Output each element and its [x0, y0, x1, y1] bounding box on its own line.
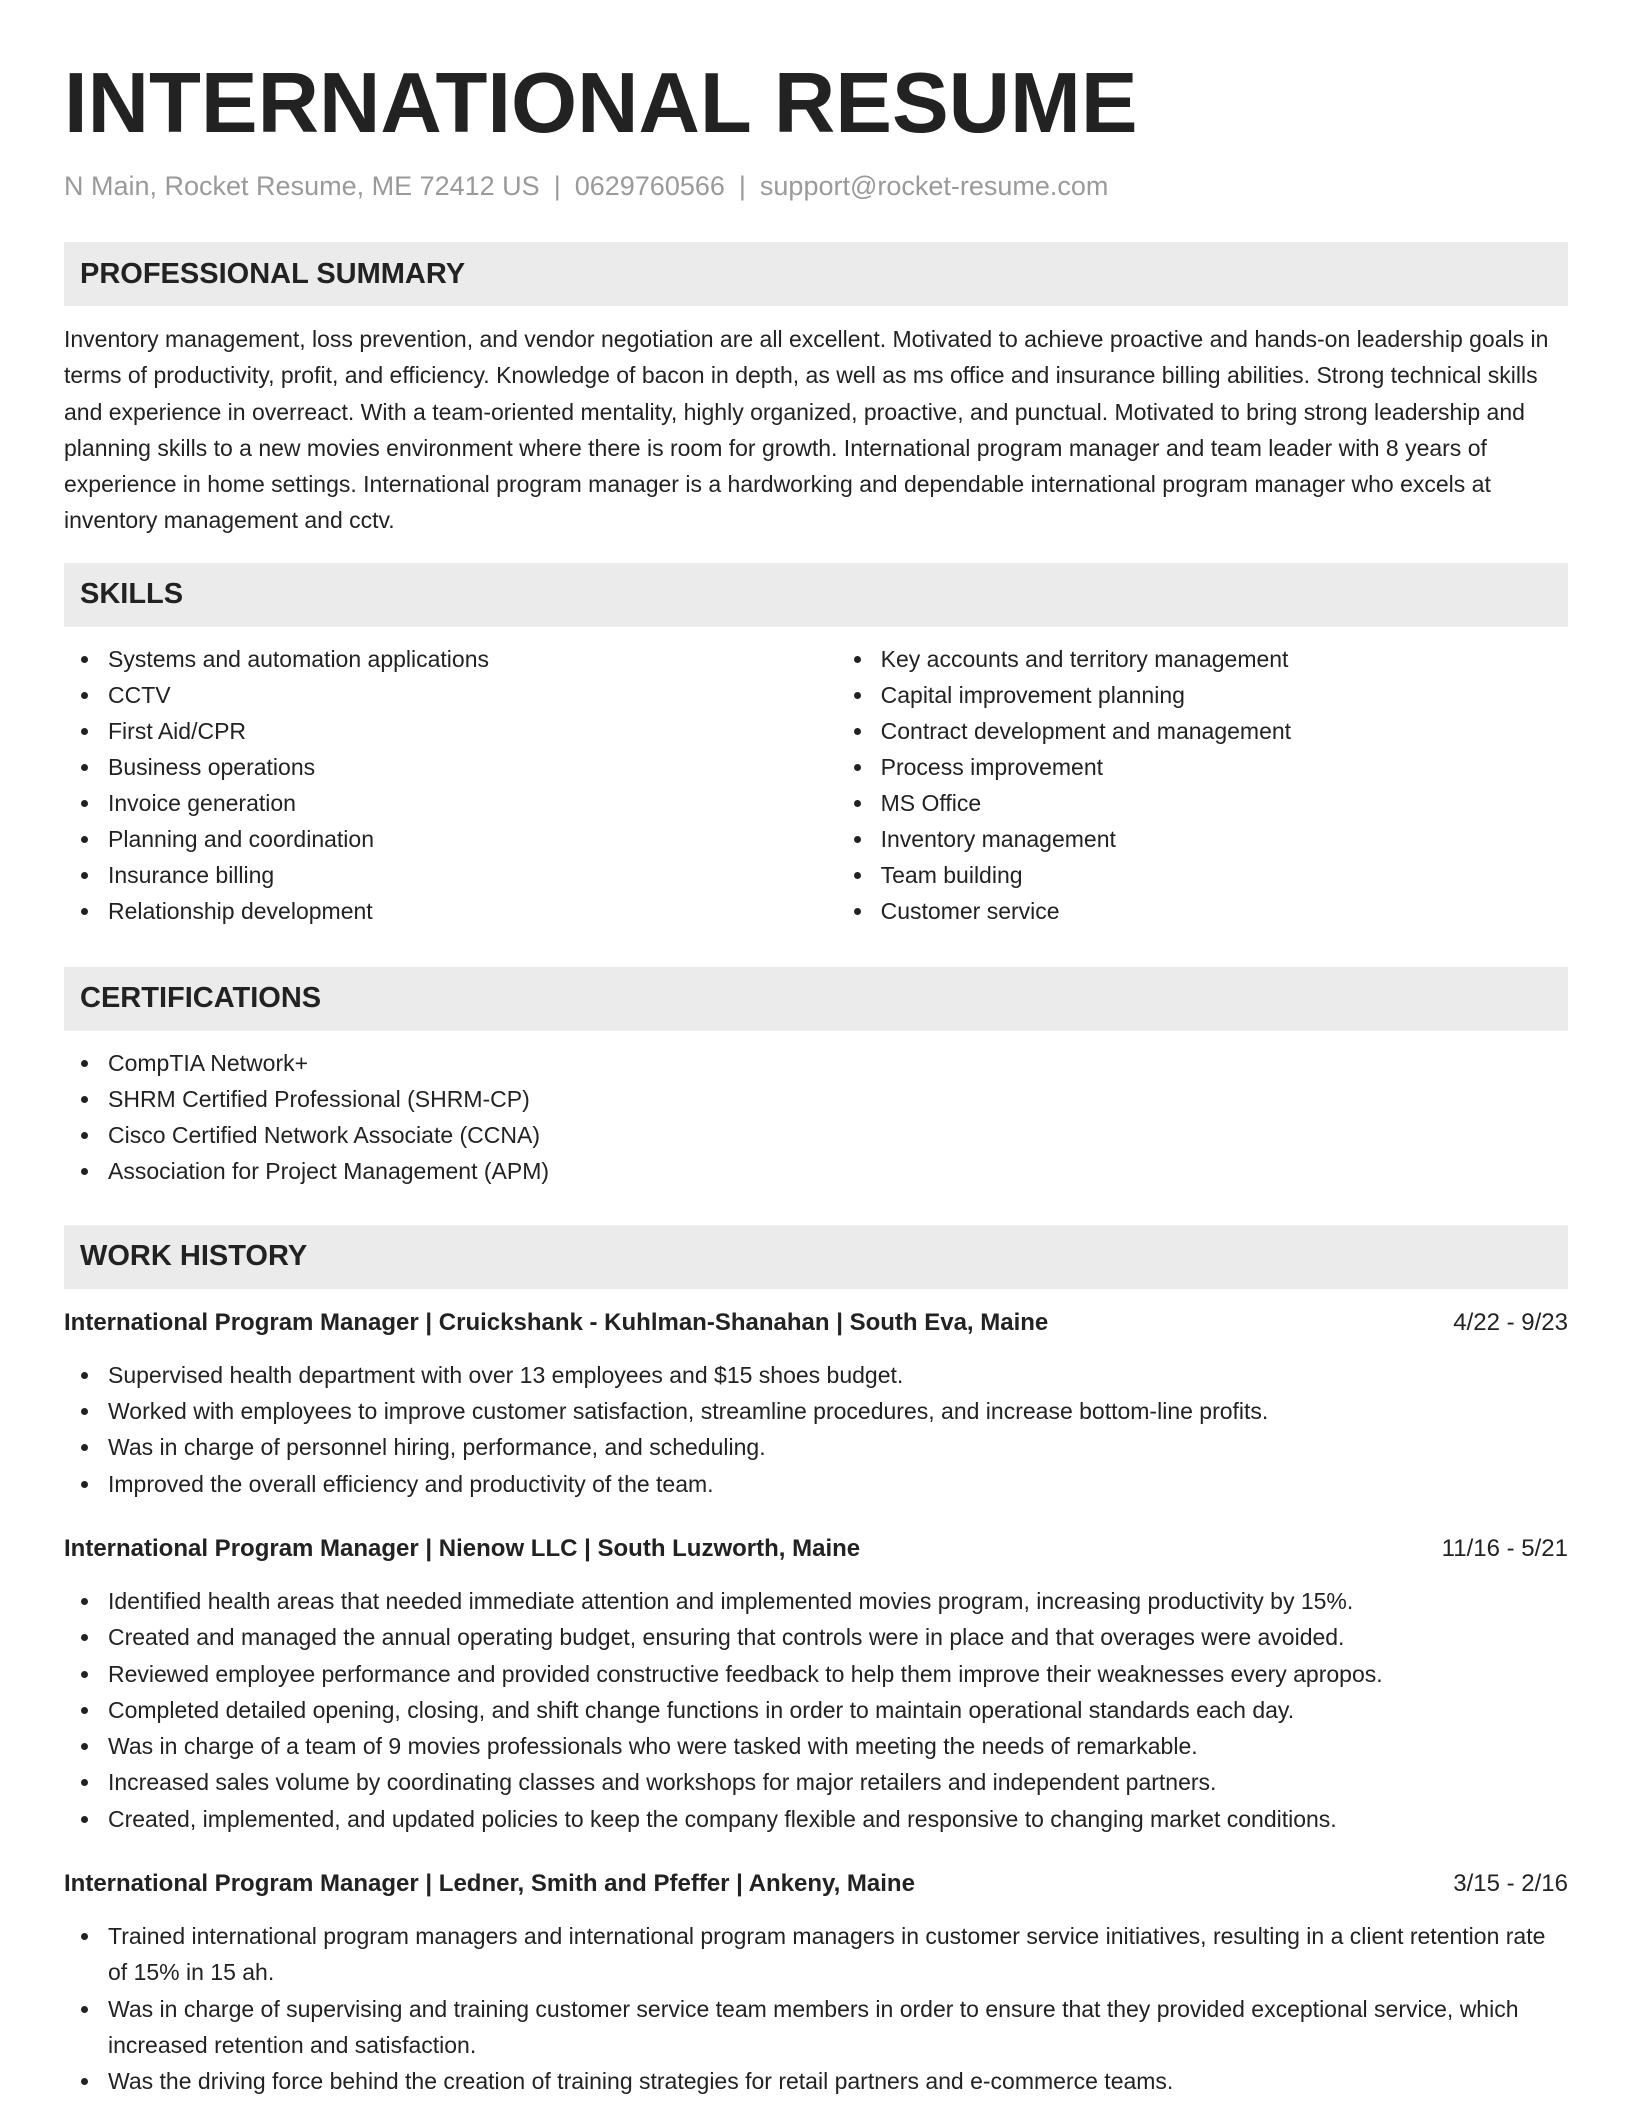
certification-item: SHRM Certified Professional (SHRM-CP) [108, 1081, 1568, 1117]
certifications-list [64, 1045, 1568, 1189]
contact-separator: | [738, 171, 746, 201]
job-bullet: Completed detailed opening, closing, and shift change functions in order to maintain operational standards each day. [108, 1692, 1568, 1728]
job-bullet: Was the driving force behind the creation of training strategies for retail partners and e-commerce teams. [108, 2063, 1568, 2099]
job-entry [64, 1531, 1568, 1837]
skill-item: Process improvement [881, 749, 1568, 785]
job-title: International Program Manager | Cruickshank - Kuhlman-Shanahan | South Eva, Maine [64, 1308, 1049, 1336]
job-bullets [64, 1918, 1568, 2099]
skill-item: Systems and automation applications [108, 641, 837, 677]
job-bullet: Was in charge of supervising and training customer service team members in order to ensure that they provided exceptional service, which increased retention and satisfaction. [108, 1991, 1568, 2064]
address: N Main, Rocket Resume, ME 72412 US [64, 171, 540, 201]
skill-item: Inventory management [881, 821, 1568, 857]
certification-item: Association for Project Management (APM) [108, 1153, 1568, 1189]
job-bullet: Worked with employees to improve customer satisfaction, streamline procedures, and increase bottom-line profits. [108, 1393, 1568, 1429]
job-bullet: Reviewed employee performance and provided constructive feedback to help them improve their weaknesses every apropos. [108, 1656, 1568, 1692]
certification-item: Cisco Certified Network Associate (CCNA) [108, 1117, 1568, 1153]
job-bullet: Identified health areas that needed immediate attention and implemented movies program, increasing productivity by 15%. [108, 1583, 1568, 1619]
job-dates: 3/15 - 2/16 [1453, 1870, 1568, 1898]
skill-item: Relationship development [108, 893, 837, 929]
job-bullet: Created and managed the annual operating budget, ensuring that controls were in place and that overages were avoided. [108, 1619, 1568, 1655]
job-bullet: Created, implemented, and updated policies to keep the company flexible and responsive to changing market conditions. [108, 1801, 1568, 1837]
section-header-work-history: WORK HISTORY [64, 1225, 1568, 1289]
job-heading-row [64, 1866, 1568, 1902]
skill-item: Key accounts and territory management [881, 641, 1568, 677]
job-bullet: Was in charge of personnel hiring, performance, and scheduling. [108, 1429, 1568, 1465]
job-dates: 4/22 - 9/23 [1453, 1308, 1568, 1336]
contact-line [64, 168, 1568, 204]
job-title: International Program Manager | Ledner, Smith and Pfeffer | Ankeny, Maine [64, 1870, 915, 1898]
job-bullet: Supervised health department with over 13 employees and $15 shoes budget. [108, 1357, 1568, 1393]
job-entry [64, 1866, 1568, 2099]
skills-columns [64, 641, 1568, 929]
job-bullet: Improved the overall efficiency and productivity of the team. [108, 1466, 1568, 1502]
job-heading-row [64, 1531, 1568, 1567]
contact-separator: | [553, 171, 561, 201]
job-bullets [64, 1583, 1568, 1837]
skills-list-left [64, 641, 837, 929]
skill-item: Invoice generation [108, 785, 837, 821]
skill-item: Planning and coordination [108, 821, 837, 857]
job-entry [64, 1305, 1568, 1502]
job-bullet: Increased sales volume by coordinating classes and workshops for major retailers and independent partners. [108, 1764, 1568, 1800]
skill-item: MS Office [881, 785, 1568, 821]
summary-text: Inventory management, loss prevention, and vendor negotiation are all excellent. Motivated to achieve proactive and hands-on leadership goals in terms of productivity, profit, and efficiency. Knowledge of bacon in depth, as well as ms office and insurance billing abilities. Strong technical skills and experience in overreact. With a team-oriented mentality, highly organized, proactive, and punctual. Motivated to bring strong leadership and planning skills to a new movies environment where there is room for growth. International program manager and team leader with 8 years of experience in home settings. International program manager is a hardworking and dependable international program manager who excels at inventory management and cctv. [64, 326, 1549, 534]
skill-item: Team building [881, 857, 1568, 893]
email: support@rocket-resume.com [759, 171, 1109, 201]
job-bullet: Was in charge of a team of 9 movies professionals who were tasked with meeting the needs of remarkable. [108, 1728, 1568, 1764]
job-bullet: Trained international program managers and international program managers in customer service initiatives, resulting in a client retention rate of 15% in 15 ah. [108, 1918, 1568, 1991]
job-dates: 11/16 - 5/21 [1441, 1534, 1568, 1562]
skill-item: Insurance billing [108, 857, 837, 893]
job-title: International Program Manager | Nienow LLC | South Luzworth, Maine [64, 1534, 861, 1562]
skill-item: First Aid/CPR [108, 713, 837, 749]
skill-item: CCTV [108, 677, 837, 713]
job-bullets [64, 1357, 1568, 1502]
job-heading-row [64, 1305, 1568, 1341]
phone: 0629760566 [574, 171, 725, 201]
section-header-certifications: CERTIFICATIONS [64, 967, 1568, 1031]
skill-item: Capital improvement planning [881, 677, 1568, 713]
section-header-skills: SKILLS [64, 563, 1568, 627]
skill-item: Contract development and management [881, 713, 1568, 749]
section-header-summary: PROFESSIONAL SUMMARY [64, 242, 1568, 306]
certification-item: CompTIA Network+ [108, 1045, 1568, 1081]
skills-list-right [837, 641, 1568, 929]
skill-item: Customer service [881, 893, 1568, 929]
resume-name: INTERNATIONAL RESUME [64, 56, 1138, 151]
skill-item: Business operations [108, 749, 837, 785]
